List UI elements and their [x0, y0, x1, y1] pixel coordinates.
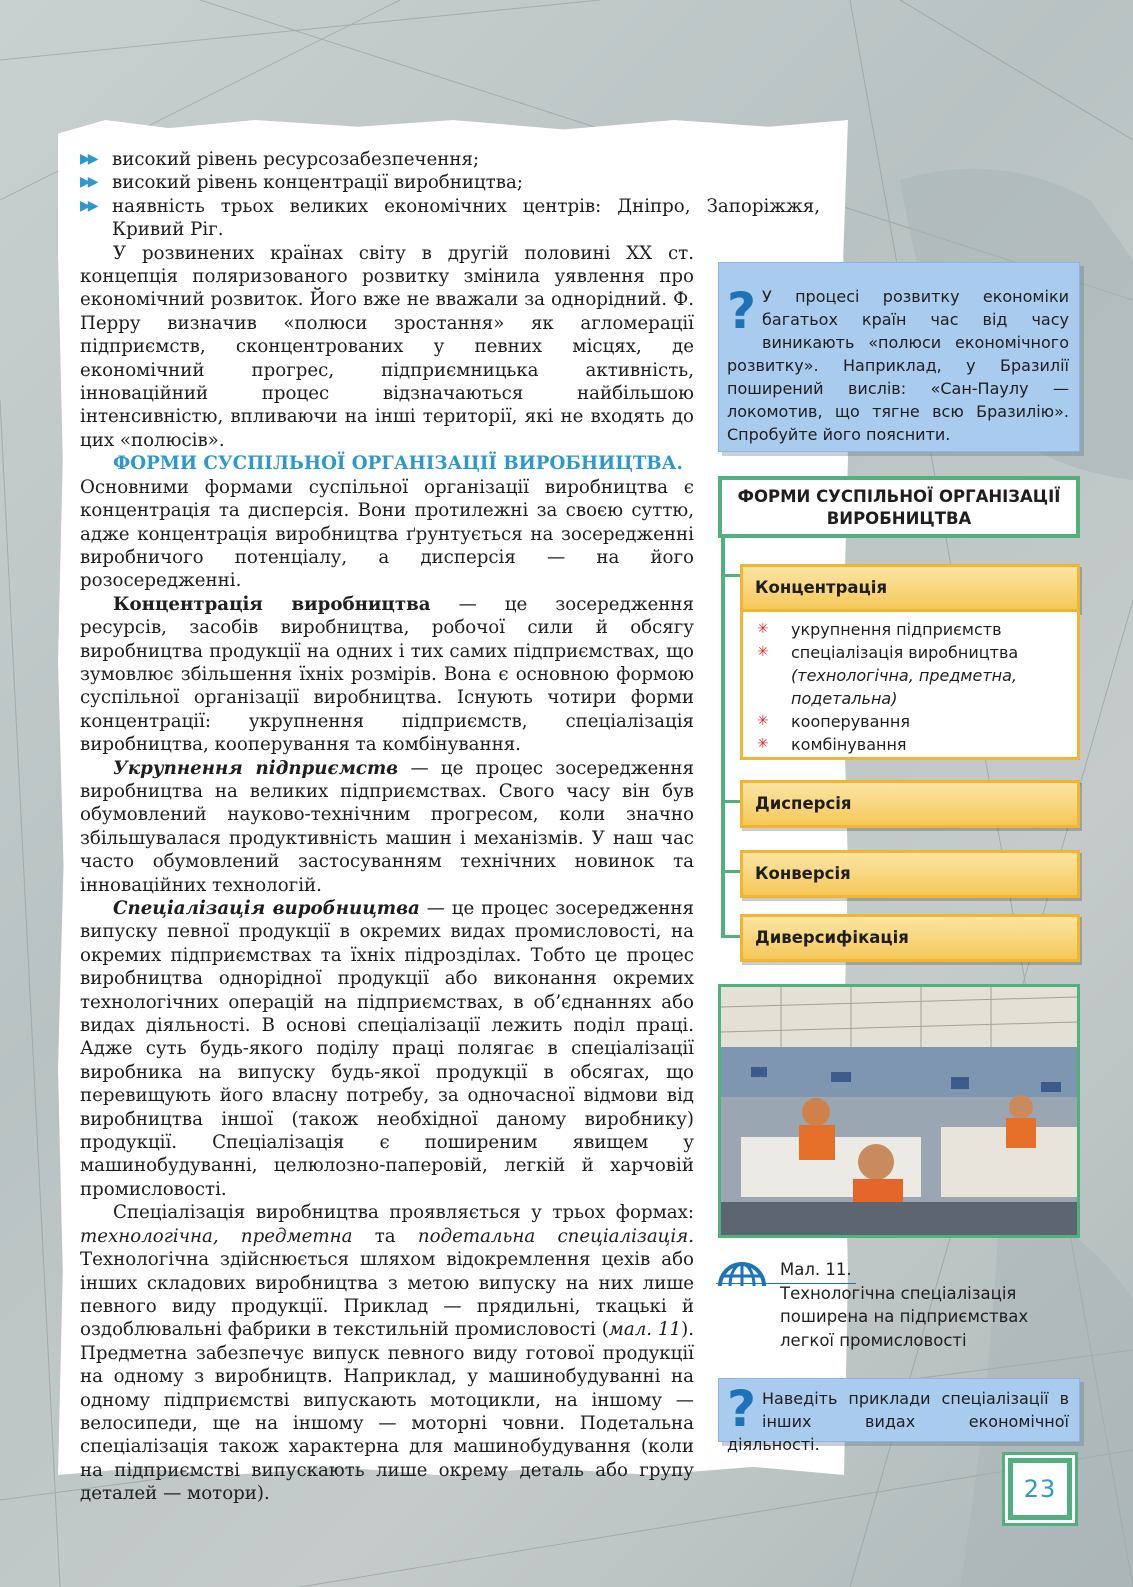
- section-heading: ФОРМИ СУСПІЛЬНОЇ ОРГАНІЗАЦІЇ ВИРОБНИЦТВА.: [113, 453, 683, 475]
- question-mark-icon: ?: [727, 1380, 757, 1438]
- main-text: [80, 148, 820, 1506]
- list-item: ✳ укрупнення підприємств: [757, 620, 1002, 639]
- bullet-item: ▶▶ наявність трьох великих економічних центрів: Дніпро, Запоріжжя, Кривий Ріг.: [80, 195, 820, 241]
- paragraph-enlargement: Укрупнення підприємств — це процес зосередження виробництва на великих підприємствах. Свого часу він був обумовлений науково-технічним прогресом, коли значно збільшувалася продуктивність машин і механізмів. У наш час часто обумовлений застосуванням технічних новинок та інноваційних технологій.: [80, 757, 694, 896]
- scheme-box-concentration: Концентрація: [740, 564, 1080, 612]
- page-number: 23: [1008, 1458, 1072, 1520]
- scheme-concentration-list: [740, 612, 1080, 760]
- asterisk-icon: ✳: [757, 736, 769, 752]
- scheme-title: ФОРМИ СУСПІЛЬНОЇ ОРГАНІЗАЦІЇ ВИРОБНИЦТВА: [718, 476, 1080, 538]
- question-box-examples: ? Наведіть приклади спеціалізації в інших видах економічної діяльності.: [718, 1378, 1080, 1442]
- paragraph-specialization: Спеціалізація виробництва — це процес зосередження випуску певної продукції в окремих видах промисловості, на окремих підприємствах та їхніх підрозділах. Тобто це процес виробництва однорідної продукції або виконання окремих технологічних операцій на підприємствах, в об’єднаннях або видах діяльності. В основі спеціалізації лежить поділ праці. Адже суть будь-якого поділу праці полягає в спеціалізації виробника на випуску будь-якої продукції в обсягах, що перевищують його власну потребу, за одночасної відмови від виробництва іншої (також необхідної даному виробнику) продукції. Спеціалізація є поширеним явищем у машинобудуванні, целюлозно-паперовій, легкій й харчовій промисловості.: [80, 898, 694, 1200]
- factory-photo: [718, 984, 1080, 1238]
- scheme-connector: [721, 574, 741, 577]
- bullet-icon: ▶▶: [80, 174, 96, 191]
- sewing-factory-image: [721, 987, 1077, 1235]
- paragraph-concentration: Концентрація виробництва — це зосередження ресурсів, засобів виробництва, робочої сили й обсягу виробництва продукції на одних і тих самих підприємствах, що зумовлює збільшення їхніх розмірів. Вона є основною формою суспільної організації виробництва. Існують чотири форми концентрації: укрупнення підприємств, спеціалізація виробництва, кооперування та комбінування.: [80, 593, 694, 756]
- question-mark-icon: ?: [727, 282, 757, 340]
- list-item: ✳ спеціалізація виробництва (технологічна, предметна, подетальна): [757, 643, 1019, 708]
- asterisk-icon: ✳: [757, 621, 769, 637]
- list-item: ✳ кооперування: [757, 712, 910, 731]
- bullet-item: ▶▶ високий рівень ресурсозабезпечення;: [80, 149, 480, 170]
- bullet-icon: ▶▶: [80, 151, 96, 167]
- scheme-connector: [721, 800, 741, 803]
- globe-icon: [716, 1260, 776, 1290]
- paragraph-poles: У розвинених країнах світу в другій половині XX ст. концепція поляризованого розвитку змінила уявлення про економічний розвиток. Його вже не вважали за однорідний. Ф. Перру визначив «полюси зростання» як агломерації підприємств, сконцентрованих у певних місцях, де економічний прогрес, підприємницька активність, інноваційний процес відзначаються найбільшою інтенсивністю, впливаючи на інші території, які не входять до цих «полюсів».: [80, 242, 694, 451]
- scheme-connector: [721, 538, 725, 938]
- scheme-connector: [721, 935, 741, 938]
- scheme-box-diversification: Диверсифікація: [740, 914, 1080, 962]
- paragraph-forms: Основними формами суспільної організації виробництва є концентрація та дисперсія. Вони протилежні за своєю суттю, адже концентрація виробництва ґрунтується на зосередженні виробничого потенціалу, а дисперсія — на його розосередженні.: [80, 476, 694, 592]
- figure-caption: Мал. 11. Технологічна спеціалізація поширена на підприємствах легкої промисловості: [780, 1260, 1029, 1350]
- list-item: ✳ комбінування: [757, 735, 907, 754]
- question-box-poles: ? У процесі розвитку економіки багатьох країн час від часу виникають «полюси економічного розвитку». Наприклад, у Бразилії поширений вислів: «Сан-Паулу — локомотив, що тягне всю Бразилію». Спробуйте його пояснити.: [718, 262, 1080, 452]
- bullet-item: ▶▶ високий рівень концентрації виробництва;: [80, 172, 523, 194]
- scheme-connector: [721, 870, 741, 873]
- bullet-icon: ▶▶: [80, 197, 96, 214]
- scheme-box-conversion: Конверсія: [740, 850, 1080, 898]
- asterisk-icon: ✳: [757, 644, 769, 660]
- scheme-box-dispersion: Дисперсія: [740, 780, 1080, 828]
- asterisk-icon: ✳: [757, 713, 769, 729]
- paragraph-specialization-forms: Спеціалізація виробництва проявляється у трьох формах: технологічна, предметна та подетальна спеціалізація. Технологічна здійснюється шляхом відокремлення цехів або інших складових виробництва з метою випуску на них лише певного виду продукції. Приклад — прядильні, ткацькі й оздоблювальні фабрики в текстильній промисловості (мал. 11). Предметна забезпечує випуск певного виду готової продукції на одному з виробництв. Наприклад, у машинобудуванні на одному підприємстві випускають мотоцикли, на іншому — велосипеди, ще на іншому — моторні човни. Подетальна спеціалізація також характерна для машинобудування (коли на підприємстві випускають лише окрему деталь або групу деталей — мотори).: [80, 1202, 694, 1505]
